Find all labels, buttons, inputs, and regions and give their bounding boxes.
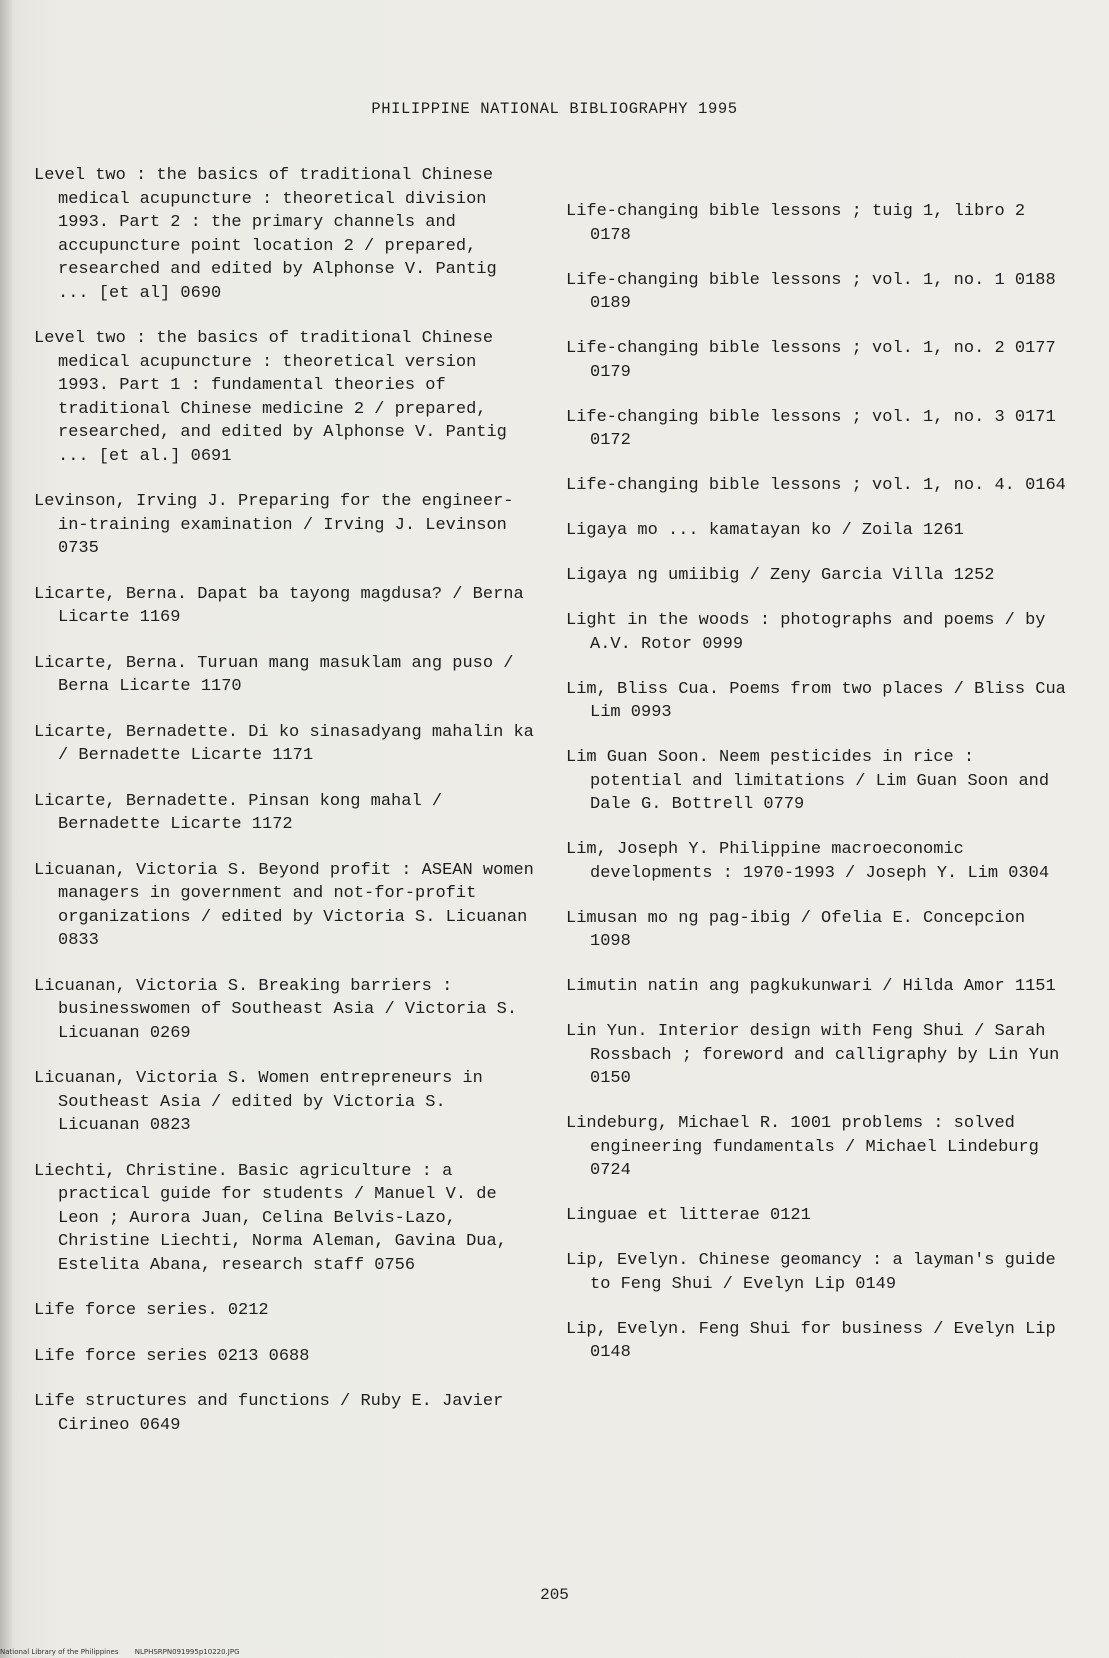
page-header: PHILIPPINE NATIONAL BIBLIOGRAPHY 1995 — [371, 100, 738, 118]
bibliography-entry: Levinson, Irving J. Preparing for the engineer-in-training examination / Irving J. Levinson 0735 — [34, 492, 514, 558]
bibliography-entry: Life-changing bible lessons ; vol. 1, no. 3 0171 0172 — [566, 407, 1056, 450]
bibliography-entry: Light in the woods : photographs and poems / by A.V. Rotor 0999 — [566, 611, 1046, 654]
bibliography-entry: Limusan mo ng pag-ibig / Ofelia E. Concepcion 1098 — [566, 908, 1026, 951]
footer-file: NLPHSRPN091995p10220.JPG — [134, 1648, 240, 1656]
bibliography-entry: Level two : the basics of traditional Chinese medical acupuncture : theoretical version 1993. Part 1 : fundamental theories of traditional Chinese medicine 2 / prepared, researched, and edited by Alphonse V. Pantig ... [et al.] 0691 — [34, 329, 507, 466]
bibliography-entry: Lip, Evelyn. Feng Shui for business / Evelyn Lip 0148 — [566, 1319, 1056, 1362]
right-column — [566, 200, 1066, 1386]
bibliography-entry: Life-changing bible lessons ; vol. 1, no. 4. 0164 — [566, 476, 1066, 495]
bibliography-entry: Level two : the basics of traditional Chinese medical acupuncture : theoretical division 1993. Part 2 : the primary channels and accupuncture point location 2 / prepared, researched and edited by Alphonse V. Pantig ... [et al] 0690 — [34, 166, 497, 303]
bibliography-entry: Life-changing bible lessons ; vol. 1, no. 1 0188 0189 — [566, 270, 1056, 313]
left-column — [34, 164, 534, 1459]
page-number: 205 — [540, 1586, 569, 1604]
bibliography-entry: Lim, Joseph Y. Philippine macroeconomic developments : 1970-1993 / Joseph Y. Lim 0304 — [566, 840, 1050, 883]
footer-library: National Library of the Philippines — [0, 1648, 119, 1656]
bibliography-entry: Lindeburg, Michael R. 1001 problems : solved engineering fundamentals / Michael Lindeburg 0724 — [566, 1114, 1039, 1180]
scan-footer — [0, 1648, 400, 1656]
bibliography-entry: Licarte, Bernadette. Di ko sinasadyang mahalin ka / Bernadette Licarte 1171 — [34, 722, 534, 765]
bibliography-entry: Lin Yun. Interior design with Feng Shui / Sarah Rossbach ; foreword and calligraphy by Lin Yun 0150 — [566, 1022, 1060, 1088]
bibliography-entry: Licuanan, Victoria S. Women entrepreneurs in Southeast Asia / edited by Victoria S. Licuanan 0823 — [34, 1069, 483, 1135]
bibliography-entry: Licarte, Berna. Turuan mang masuklam ang puso / Berna Licarte 1170 — [34, 653, 514, 696]
bibliography-entry: Licarte, Bernadette. Pinsan kong mahal / Bernadette Licarte 1172 — [34, 791, 443, 834]
bibliography-entry: Life force series. 0212 — [34, 1301, 269, 1320]
bibliography-entry: Life-changing bible lessons ; tuig 1, libro 2 0178 — [566, 202, 1026, 245]
bibliography-entry: Linguae et litterae 0121 — [566, 1206, 811, 1225]
bibliography-entry: Lim Guan Soon. Neem pesticides in rice : potential and limitations / Lim Guan Soon and Dale G. Bottrell 0779 — [566, 748, 1050, 814]
bibliography-entry: Lip, Evelyn. Chinese geomancy : a layman's guide to Feng Shui / Evelyn Lip 0149 — [566, 1251, 1056, 1294]
bibliography-entry: Licuanan, Victoria S. Beyond profit : ASEAN women managers in government and not-for-profit organizations / edited by Victoria S. Licuanan 0833 — [34, 860, 534, 950]
bibliography-entry: Life structures and functions / Ruby E. Javier Cirineo 0649 — [34, 1392, 504, 1435]
bibliography-entry: Life-changing bible lessons ; vol. 1, no. 2 0177 0179 — [566, 339, 1056, 382]
bibliography-entry: Lim, Bliss Cua. Poems from two places / Bliss Cua Lim 0993 — [566, 679, 1066, 722]
bibliography-entry: Liechti, Christine. Basic agriculture : a practical guide for students / Manuel V. de Leon ; Aurora Juan, Celina Belvis-Lazo, Christine Liechti, Norma Aleman, Gavina Dua, Estelita Abana, research staff 0756 — [34, 1161, 507, 1275]
bibliography-entry: Limutin natin ang pagkukunwari / Hilda Amor 1151 — [566, 977, 1056, 996]
bibliography-entry: Ligaya mo ... kamatayan ko / Zoila 1261 — [566, 521, 964, 540]
bibliography-entry: Licarte, Berna. Dapat ba tayong magdusa? / Berna Licarte 1169 — [34, 584, 524, 627]
bibliography-entry: Ligaya ng umiibig / Zeny Garcia Villa 1252 — [566, 566, 995, 585]
bibliography-entry: Licuanan, Victoria S. Breaking barriers : businesswomen of Southeast Asia / Victoria S. Licuanan 0269 — [34, 976, 518, 1043]
bibliography-entry: Life force series 0213 0688 — [34, 1346, 310, 1366]
page-spine-shadow — [0, 0, 12, 1658]
